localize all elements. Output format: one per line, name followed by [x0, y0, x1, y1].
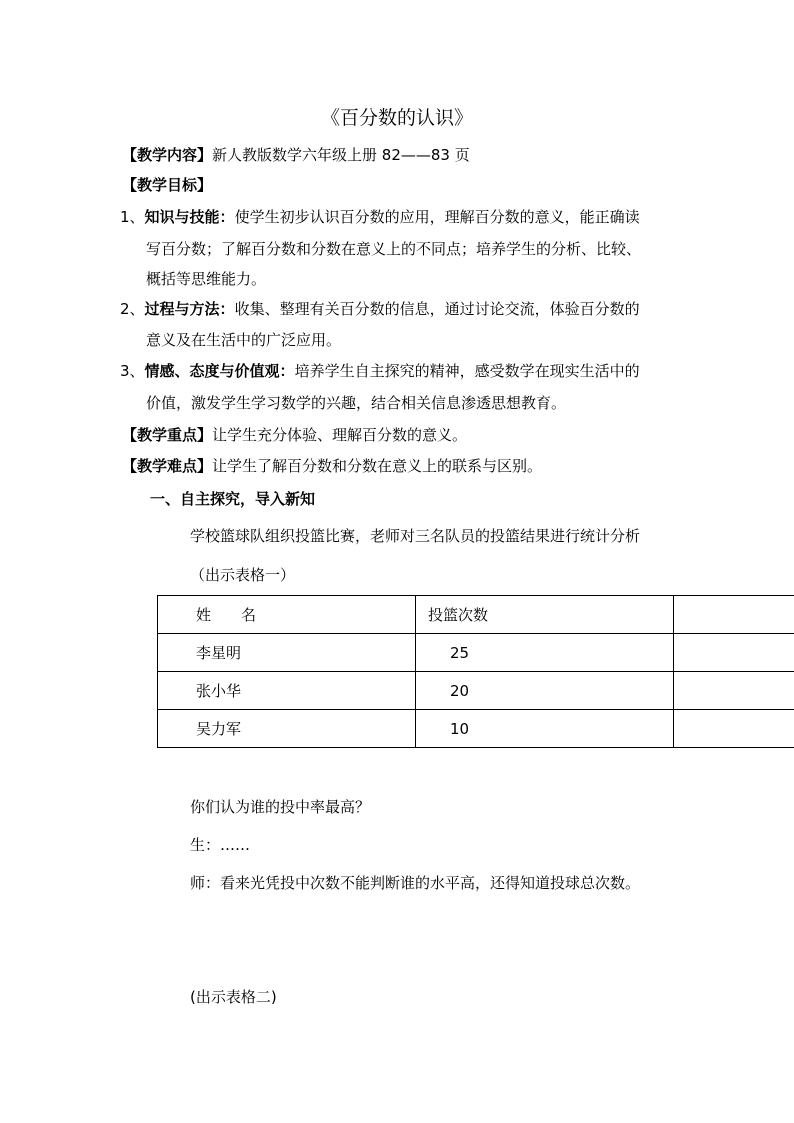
goal-1-text-1: 使学生初步认识百分数的应用，理解百分数的意义，能正确读: [234, 208, 640, 226]
goal-2-line-1: [120, 296, 640, 322]
goal-3-heading: 情感、态度与价值观：: [144, 362, 295, 380]
goal-2-text-1: 收集、整理有关百分数的信息，通过讨论交流，体验百分数的: [234, 300, 640, 318]
key-point: [122, 422, 467, 448]
teaching-content-label: 【教学内容】: [122, 146, 213, 164]
student-response: 生：……: [190, 836, 251, 854]
empty-cell: [674, 672, 794, 710]
table-row: [158, 710, 794, 748]
key-point-text: 让学生充分体验、理解百分数的意义。: [212, 426, 468, 444]
goal-2-number: 2、: [120, 300, 145, 318]
key-point-label: 【教学重点】: [122, 426, 213, 444]
question-text: 你们认为谁的投中率最高？: [190, 798, 371, 816]
teaching-content-text: 新人教版数学六年级上册 82——83 页: [212, 146, 470, 164]
difficulty: [122, 453, 542, 479]
goal-1-line-3: 概括等思维能力。: [146, 270, 267, 288]
player-name: 李星明: [158, 634, 416, 672]
goal-3-line-1: [120, 358, 640, 384]
goal-3-line-2: 价值，激发学生学习数学的兴趣，结合相关信息渗透思想教育。: [146, 394, 567, 412]
empty-cell: [674, 634, 794, 672]
section-1-intro: 学校篮球队组织投篮比赛，老师对三名队员的投篮结果进行统计分析: [190, 527, 641, 545]
table-2-note: (出示表格二): [190, 988, 277, 1006]
page-title: 《百分数的认识》: [320, 107, 473, 129]
shot-count: 10: [416, 710, 674, 748]
teaching-goals-label: 【教学目标】: [122, 176, 213, 194]
goal-1-number: 1、: [120, 208, 145, 226]
goal-1-line-2: 写百分数；了解百分数和分数在意义上的不同点；培养学生的分析、比较、: [146, 240, 642, 258]
goal-3-text-1: 培养学生自主探究的精神，感受数学在现实生活中的: [294, 362, 640, 380]
table-row: [158, 634, 794, 672]
table-header-row: [158, 596, 794, 634]
header-shots: 投篮次数: [416, 596, 674, 634]
empty-cell: [674, 710, 794, 748]
teacher-response: 师：看来光凭投中次数不能判断谁的水平高，还得知道投球总次数。: [190, 874, 641, 892]
player-name: 吴力军: [158, 710, 416, 748]
difficulty-text: 让学生了解百分数和分数在意义上的联系与区别。: [212, 457, 543, 475]
goal-2-heading: 过程与方法：: [144, 300, 235, 318]
header-empty: [674, 596, 794, 634]
table-row: [158, 672, 794, 710]
shooting-table: [157, 595, 794, 748]
goal-3-number: 3、: [120, 362, 145, 380]
shot-count: 20: [416, 672, 674, 710]
shot-count: 25: [416, 634, 674, 672]
goal-1-heading: 知识与技能：: [144, 208, 235, 226]
player-name: 张小华: [158, 672, 416, 710]
header-name: 姓 名: [158, 596, 416, 634]
table-1-note: （出示表格一）: [190, 566, 296, 584]
goal-2-line-2: 意义及在生活中的广泛应用。: [146, 331, 342, 349]
goal-1-line-1: [120, 204, 640, 230]
teaching-content: [122, 142, 470, 168]
section-1-heading: 一、自主探究，导入新知: [150, 490, 316, 508]
difficulty-label: 【教学难点】: [122, 457, 213, 475]
